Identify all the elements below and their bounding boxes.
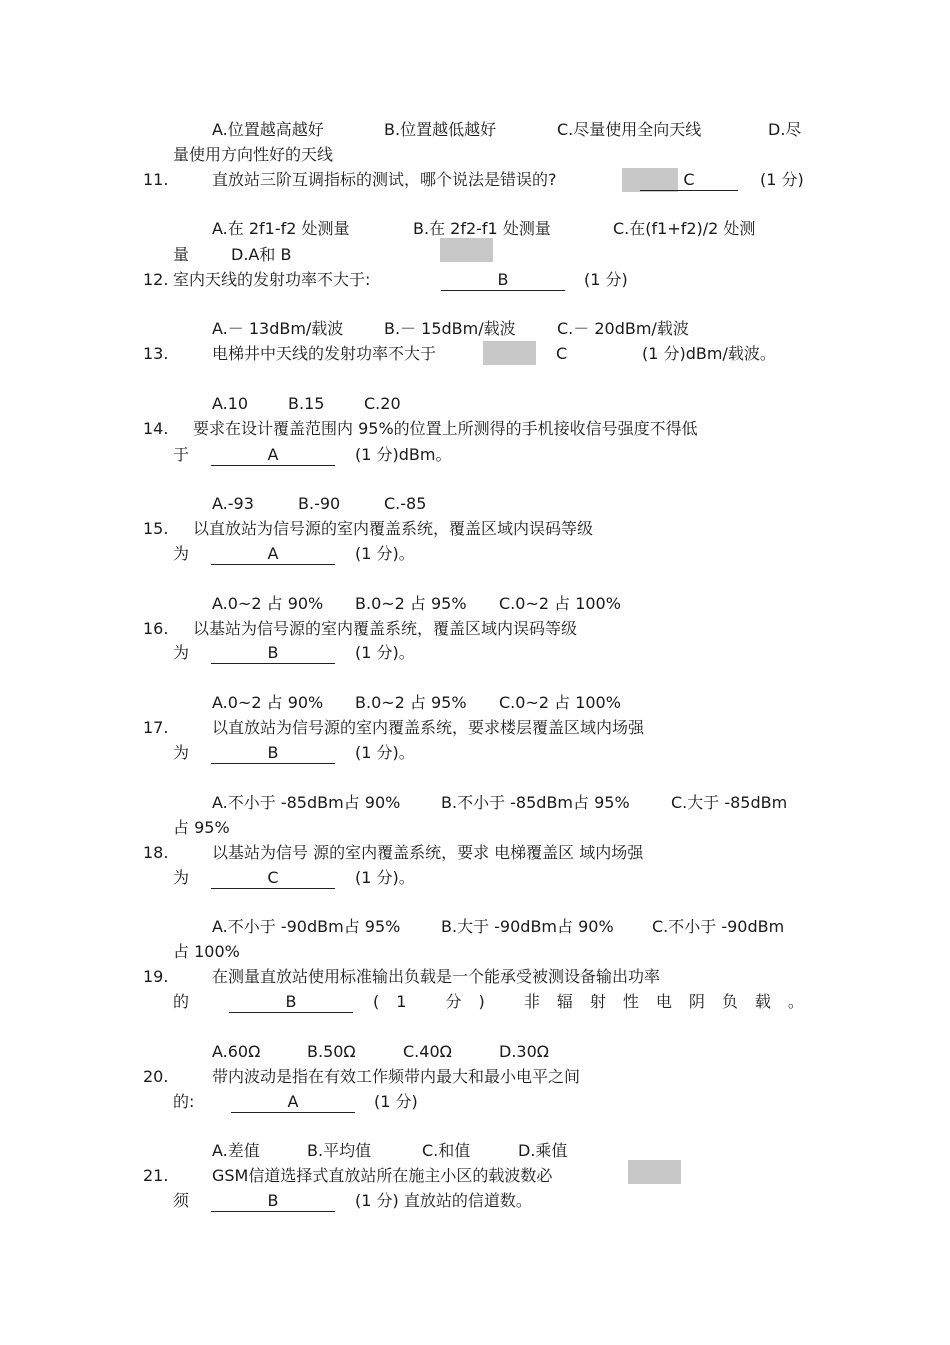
option: C.在(f1+f2)/2 处测 xyxy=(613,219,756,238)
option: A.差值 xyxy=(212,1141,260,1160)
redaction-box xyxy=(628,1160,681,1184)
redaction-box xyxy=(440,238,493,262)
question-prefix: 的: xyxy=(173,1092,195,1111)
question-text: 以直放站为信号源的室内覆盖系统，覆盖区域内误码等级 xyxy=(193,519,594,538)
option: D.30Ω xyxy=(499,1042,549,1061)
option: C.0~2 占 100% xyxy=(499,693,621,712)
option: C.0~2 占 100% xyxy=(499,594,621,613)
question-prefix: 为 xyxy=(173,544,190,563)
question-text: GSM信道选择式直放站所在施主小区的载波数必 xyxy=(212,1166,553,1185)
question-score: (1 分) xyxy=(374,1092,418,1111)
option: B.不小于 -85dBm占 95% xyxy=(441,793,630,812)
question-score: (1 分)dBm/载波。 xyxy=(642,344,776,363)
question-number: 21. xyxy=(143,1166,169,1185)
answer-blank: B xyxy=(211,643,335,664)
question-prefix: 为 xyxy=(173,868,190,887)
question-score: (1 分)dBm。 xyxy=(355,445,452,464)
option: A.10 xyxy=(212,394,249,413)
question-number: 20. xyxy=(143,1067,169,1086)
question-score: (1 分) xyxy=(584,270,628,289)
question-number: 16. xyxy=(143,619,169,638)
answer-blank: A xyxy=(211,544,335,565)
option: B.位置越低越好 xyxy=(384,120,497,139)
option: D.乘值 xyxy=(518,1141,568,1160)
question-score: (1 分)。 xyxy=(355,743,415,762)
option: B.大于 -90dBm占 90% xyxy=(441,917,614,936)
question-text: 以基站为信号 源的室内覆盖系统，要求 电梯覆盖区 域内场强 xyxy=(212,843,644,862)
question-prefix: 为 xyxy=(173,643,190,662)
option: A.60Ω xyxy=(212,1042,261,1061)
option: A.在 2f1-f2 处测量 xyxy=(212,219,350,238)
question-number: 12. xyxy=(143,270,169,289)
question-number: 18. xyxy=(143,843,169,862)
answer-blank: A xyxy=(211,445,335,466)
question-number: 15. xyxy=(143,519,169,538)
question-number: 11. xyxy=(143,170,169,189)
question-prefix: 的 xyxy=(173,992,190,1011)
option: A.不小于 -90dBm占 95% xyxy=(212,917,401,936)
option: B.平均值 xyxy=(307,1141,372,1160)
question-text: 在测量直放站使用标准输出负载是一个能承受被测设备输出功率 xyxy=(212,967,661,986)
option: A.－ 13dBm/载波 xyxy=(212,319,344,338)
option: C.20 xyxy=(364,394,401,413)
question-text: 直放站三阶互调指标的测试，哪个说法是错误的? xyxy=(212,170,557,189)
option: C.－ 20dBm/载波 xyxy=(557,319,689,338)
option: C.尽量使用全向天线 xyxy=(557,120,702,139)
option: D.A和 B xyxy=(231,245,292,264)
question-text: 室内天线的发射功率不大于: xyxy=(173,270,371,289)
question-score: (1 分)。 xyxy=(355,544,415,563)
option-continuation: 占 95% xyxy=(173,818,230,837)
option: C.不小于 -90dBm xyxy=(652,917,785,936)
question-score: (1 分)。 xyxy=(355,643,415,662)
question-text: 要求在设计覆盖范围内 95%的位置上所测得的手机接收信号强度不得低 xyxy=(193,419,698,438)
question-score: (1 分)。 xyxy=(355,868,415,887)
question-score: (1 分) xyxy=(760,170,804,189)
option-continuation: 量使用方向性好的天线 xyxy=(173,145,334,164)
question-text: 以直放站为信号源的室内覆盖系统，要求楼层覆盖区域内场强 xyxy=(212,718,645,737)
option: B.15 xyxy=(288,394,325,413)
option: B.－ 15dBm/载波 xyxy=(384,319,516,338)
question-number: 19. xyxy=(143,967,169,986)
question-text: 以基站为信号源的室内覆盖系统，覆盖区域内误码等级 xyxy=(193,619,578,638)
option: C.-85 xyxy=(384,494,427,513)
question-score: (1 分) 非辐射性电阴负载。 xyxy=(373,992,821,1011)
option: A.位置越高越好 xyxy=(212,120,324,139)
option: C.大于 -85dBm xyxy=(671,793,788,812)
question-score: (1 分) 直放站的信道数。 xyxy=(355,1191,532,1210)
answer-blank: A xyxy=(231,1092,355,1113)
answer-blank: C xyxy=(640,170,738,191)
question-number: 17. xyxy=(143,718,169,737)
option: A.-93 xyxy=(212,494,254,513)
question-text: 带内波动是指在有效工作频带内最大和最小电平之间 xyxy=(212,1067,581,1086)
answer-blank: B xyxy=(441,270,565,291)
option: B.0~2 占 95% xyxy=(355,693,467,712)
redaction-box xyxy=(483,341,536,365)
answer-blank: C xyxy=(211,868,335,889)
option: C.和值 xyxy=(422,1141,471,1160)
option-continuation: 占 100% xyxy=(173,942,240,961)
option-continuation: 量 xyxy=(173,245,190,264)
option: D.尽 xyxy=(768,120,802,139)
option: A.0~2 占 90% xyxy=(212,594,324,613)
option: A.0~2 占 90% xyxy=(212,693,324,712)
answer-blank: B xyxy=(211,743,335,764)
option: B.50Ω xyxy=(307,1042,356,1061)
question-prefix: 于 xyxy=(173,445,190,464)
question-number: 13. xyxy=(143,344,169,363)
option: C.40Ω xyxy=(403,1042,452,1061)
answer-blank: B xyxy=(229,992,353,1013)
option: B.在 2f2-f1 处测量 xyxy=(413,219,551,238)
question-number: 14. xyxy=(143,419,169,438)
option: A.不小于 -85dBm占 90% xyxy=(212,793,401,812)
answer-blank: B xyxy=(211,1191,335,1212)
question-prefix: 须 xyxy=(173,1191,190,1210)
question-prefix: 为 xyxy=(173,743,190,762)
option: B.-90 xyxy=(298,494,341,513)
answer-text: C xyxy=(556,344,568,363)
option: B.0~2 占 95% xyxy=(355,594,467,613)
question-text: 电梯井中天线的发射功率不大于 xyxy=(212,344,437,363)
